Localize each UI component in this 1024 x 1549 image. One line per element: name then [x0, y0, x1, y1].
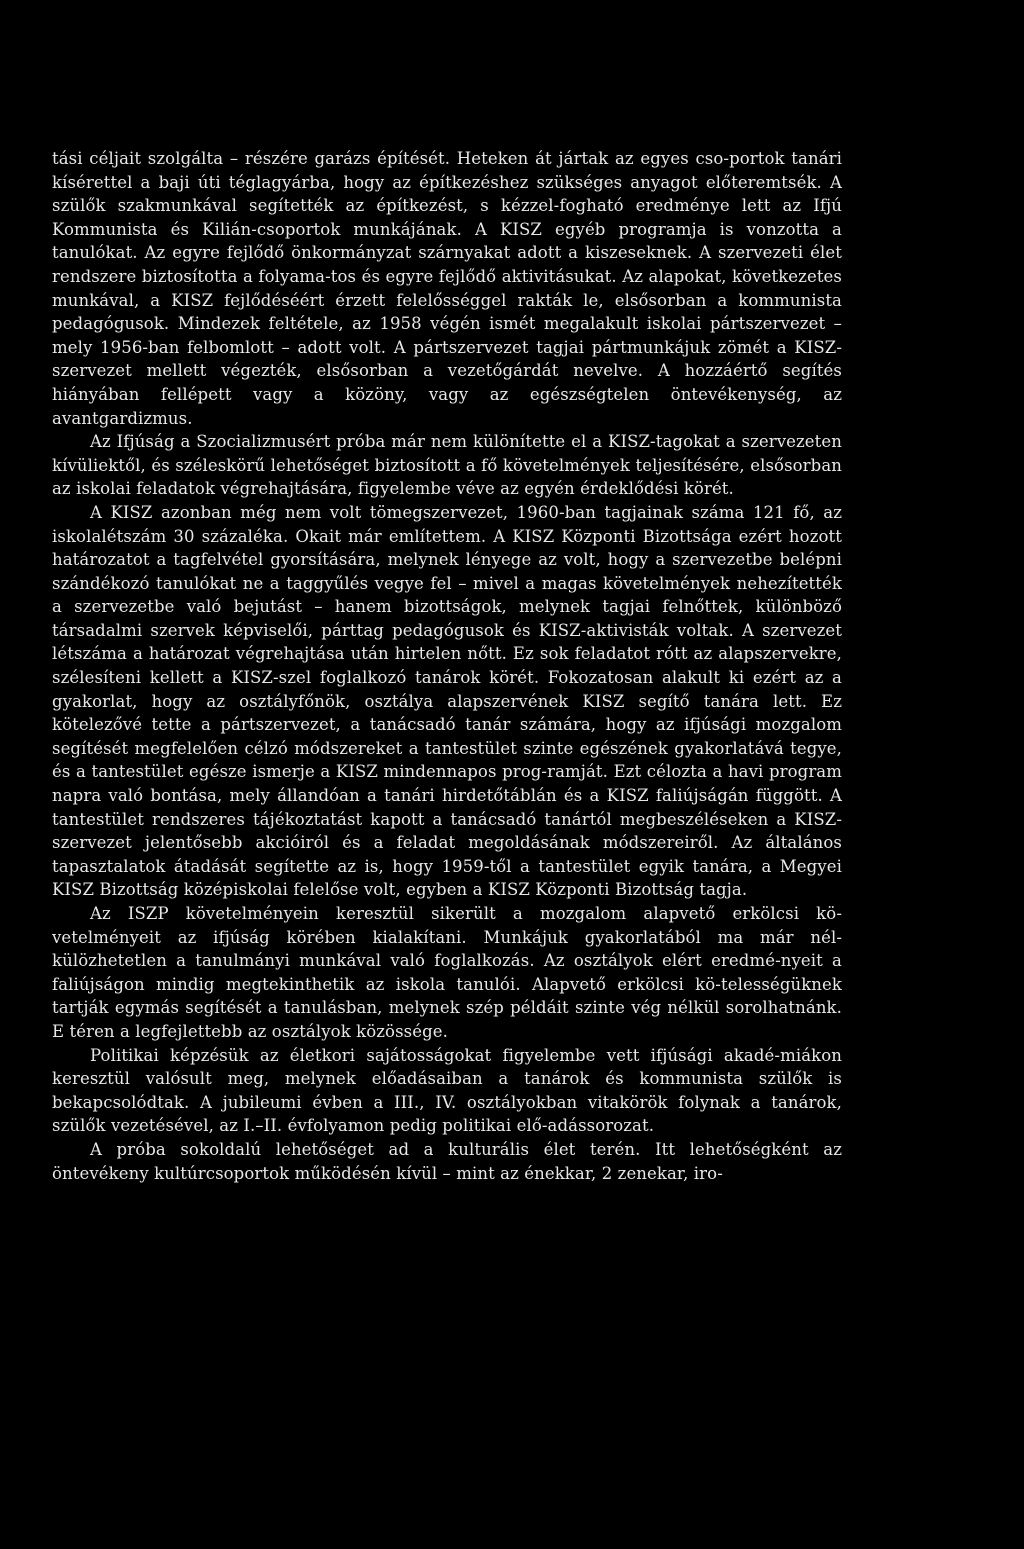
paragraph-4: Az ISZP követelményein keresztül sikerült a mozgalom alapvető erkölcsi kö-vetelményeit az ifjúság körében kialakítani. Munkájuk gyakorlatából ma már nél-külözhetetlen a tanulmányi munkával való foglalkozás. Az osztályok elért eredmé-nyeit a faliújságon mindig megtekinthetik az iskola tanulói. Alapvető erkölcsi kö-telességüknek tartják egymás segítését a tanulásban, melynek szép példáit szinte vég nélkül sorolhatnánk. E téren a legfejlettebb az osztályok közössége. — [52, 904, 842, 1041]
paragraph-6: A próba sokoldalú lehetőséget ad a kulturális élet terén. Itt lehetőségként az öntevékeny kultúrcsoportok működésén kívül – mint az énekkar, 2 zenekar, iro- — [52, 1139, 842, 1183]
paragraph-5: Politikai képzésük az életkori sajátosságokat figyelembe vett ifjúsági akadé-miákon keresztül valósult meg, melynek előadásaiban a tanárok és kommunista szülők is bekapcsolódtak. A jubileumi évben a III., IV. osztályokban vitakörök folynak a tanárok, szülők vezetésével, az I.–II. évfolyamon pedig politikai elő-adássorozat. — [52, 1045, 842, 1136]
paragraph-1: tási céljait szolgálta – részére garázs építését. Heteken át jártak az egyes cso-portok tanári kísérettel a baji úti téglagyárba, hogy az építkezéshez szükséges anyagot előteremtsék. A szülők szakmunkával segítették az építkezést, s kézzel-fogható eredménye lett az Ifjú Kommunista és Kilián-csoportok munkájának. A KISZ egyéb programja is vonzotta a tanulókat. Az egyre fejlődő önkormányzat szárnyakat adott a kiszeseknek. A szervezeti élet rendszere biztosította a folyama-tos és egyre fejlődő aktivitásukat. Az alapokat, következetes munkával, a KISZ fejlődéséért érzett felelősséggel rakták le, elsősorban a kommunista pedagógusok. Mindezek feltétele, az 1958 végén ismét megalakult iskolai pártszervezet – mely 1956-ban felbomlott – adott volt. A pártszervezet tagjai pártmunkájuk zömét a KISZ-szervezet mellett végezték, elsősorban a vezetőgárdát nevelve. A hozzáértő segítés hiányában fellépett vagy a közöny, vagy az egészségtelen öntevékenység, az avantgardizmus. — [52, 149, 842, 428]
body-text — [52, 147, 842, 1185]
paragraph-3: A KISZ azonban még nem volt tömegszervezet, 1960-ban tagjainak száma 121 fő, az iskolalétszám 30 százaléka. Okait már említettem. A KISZ Központi Bizottsága ezért hozott határozatot a tagfelvétel gyorsítására, melynek lényege az volt, hogy a szervezetbe belépni szándékozó tanulókat ne a taggyűlés vegye fel – mivel a magas követelmények nehezítették a szervezetbe való bejutást – hanem bizottságok, melynek tagjai felnőttek, különböző társadalmi szervek képviselői, párttag pedagógusok és KISZ-aktivisták voltak. A szervezet létszáma a határozat végrehajtása után hirtelen nőtt. Ez sok feladatot rótt az alapszervekre, szélesíteni kellett a KISZ-szel foglalkozó tanárok körét. Fokozatosan alakult ki ezért az a gyakorlat, hogy az osztályfőnök, osztálya alapszervének KISZ segítő tanára lett. Ez kötelezővé tette a pártszervezet, a tanácsadó tanár számára, hogy az ifjúsági mozgalom segítését megfelelően célzó módszereket a tantestület szinte egészének gyakorlatává tegye, és a tantestület egésze ismerje a KISZ mindennapos prog-ramját. Ezt célozta a havi program napra való bontása, mely állandóan a tanári hirdetőtáblán és a KISZ faliújságán függött. A tantestület rendszeres tájékoztatást kapott a tanácsadó tanártól megbeszéléseken a KISZ-szervezet jelentősebb akcióiról és a feladat megoldásának módszereiről. Az általános tapasztalatok átadását segítette az is, hogy 1959-től a tantestület egyik tanára, a Megyei KISZ Bizottság középiskolai felelőse volt, egyben a KISZ Központi Bizottság tagja. — [52, 502, 842, 900]
paragraph-2: Az Ifjúság a Szocializmusért próba már nem különítette el a KISZ-tagokat a szervezeten kívüliektől, és széleskörű lehetőséget biztosított a fő követelmények teljesítésére, elsősorban az iskolai feladatok végrehajtására, figyelembe véve az egyén érdeklődési körét. — [52, 432, 842, 499]
